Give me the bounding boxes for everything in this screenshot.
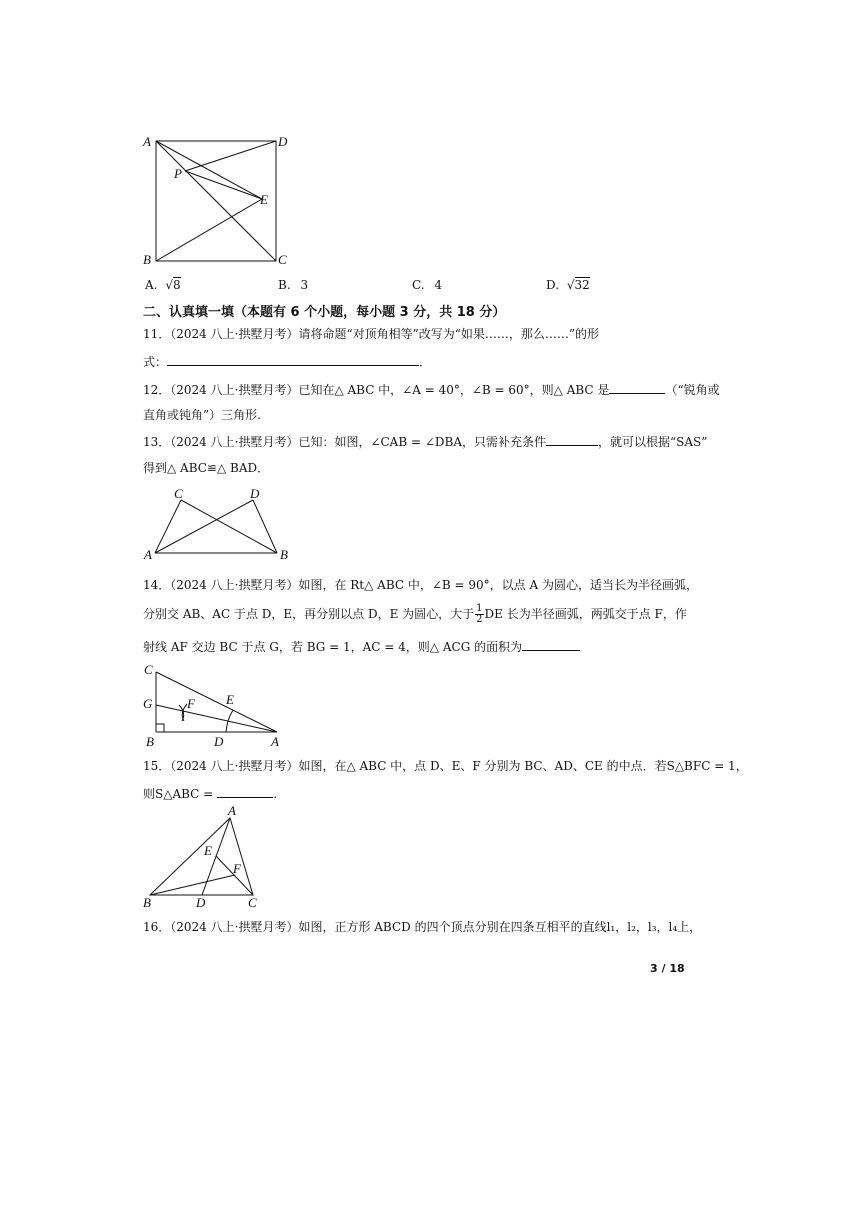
- fig15-label-f: F: [233, 861, 241, 876]
- fraction-denominator: 2: [476, 614, 483, 625]
- q16-line1: 16．（2024 八上·拱墅月考）如图，正方形 ABCD 的四个顶点分别在四条互相平的直线l₁，l₂，l₃，l₄上，: [143, 920, 702, 934]
- q11-answer-blank[interactable]: [167, 353, 419, 366]
- q13-line1: [143, 433, 707, 450]
- segment-bf: [150, 875, 235, 895]
- option-c-letter: C.: [412, 278, 425, 292]
- q14-prefix: 分别交 AB、AC 于点 D，E，再分别以点 D，E 为圆心，大于: [143, 607, 475, 621]
- q13-figure: [140, 485, 300, 565]
- q13-prefix: 13．（2024 八上·拱墅月考）已知：如图，∠CAB = ∠DBA，只需补充条件: [143, 435, 547, 449]
- segment-ae: [156, 141, 262, 199]
- q14-answer-blank[interactable]: [522, 638, 580, 651]
- q12-line2: 直角或钝角”）三角形.: [143, 408, 261, 422]
- fig-label-c: C: [278, 252, 287, 267]
- fig15-label-c: C: [248, 895, 257, 910]
- q15-line1: 15．（2024 八上·拱墅月考）如图，在△ ABC 中，点 D、E、F 分别为 BC、AD、CE 的中点．若S△BFC = 1，: [143, 759, 748, 773]
- q15-prefix: 则S△ABC =: [143, 787, 214, 801]
- fig15-label-b: B: [143, 895, 151, 910]
- segment-cb: [181, 500, 277, 553]
- option-d-letter: D.: [546, 278, 560, 292]
- segment-pe: [185, 171, 262, 199]
- option-b-value: 3: [300, 278, 309, 292]
- q15-suffix: .: [273, 787, 278, 801]
- segment-db: [253, 500, 277, 553]
- section-heading: 二、认真填一填（本题有 6 个小题，每小题 3 分，共 18 分）: [143, 305, 506, 320]
- q12-line1: [143, 381, 720, 398]
- q14-fraction: [475, 604, 483, 625]
- fig13-label-a: A: [144, 547, 152, 562]
- q12-prefix: 12．（2024 八上·拱墅月考）已知在△ ABC 中，∠A = 40°，∠B = 60°，则△ ABC 是: [143, 383, 610, 397]
- q13-answer-blank[interactable]: [546, 433, 598, 446]
- fig-label-d: D: [278, 134, 288, 149]
- option-a[interactable]: [145, 278, 181, 292]
- q14-line1: 14．（2024 八上·拱墅月考）如图，在 Rt△ ABC 中，∠B = 90°，以点 A 为圆心，适当长为半径画弧，: [143, 578, 698, 592]
- triangle-abc: [150, 818, 253, 895]
- q11-line2: [143, 353, 431, 370]
- fig15-label-d: D: [196, 895, 206, 910]
- option-a-value: 8: [172, 278, 181, 292]
- fig-label-p: P: [174, 166, 182, 181]
- segment-ad: [155, 500, 253, 553]
- fig14-label-e: E: [226, 692, 234, 707]
- segment-be: [156, 199, 262, 261]
- q14-figure: [140, 660, 290, 750]
- radical-sign: √: [165, 278, 173, 292]
- fig-label-a: A: [143, 134, 151, 149]
- q14-line3: [143, 638, 580, 655]
- fig14-label-c: C: [144, 662, 153, 677]
- q12-answer-blank[interactable]: [609, 381, 665, 394]
- q15-line2: [143, 785, 277, 802]
- q11-suffix: ．: [419, 355, 432, 369]
- q14-suffix: DE 长为半径画弧，两弧交于点 F，作: [484, 607, 687, 621]
- option-c-value: 4: [434, 278, 443, 292]
- fig-label-e: E: [260, 192, 268, 207]
- fig14-label-f: F: [187, 696, 195, 711]
- option-b-letter: B.: [278, 278, 291, 292]
- right-angle-mark: [156, 724, 164, 732]
- q11-prefix: 式：: [143, 355, 168, 369]
- option-c[interactable]: [412, 278, 442, 292]
- fig14-label-d: D: [214, 734, 224, 749]
- q13-suffix: ，就可以根据“SAS”: [598, 435, 708, 449]
- fig15-label-a: A: [228, 803, 236, 818]
- square-figure: [140, 130, 300, 270]
- option-b[interactable]: [278, 278, 308, 292]
- fig14-label-b: B: [146, 734, 154, 749]
- q15-answer-blank[interactable]: [217, 785, 273, 798]
- option-d-value: 32: [574, 278, 590, 292]
- q15-figure: [140, 803, 280, 913]
- fig13-label-b: B: [280, 547, 288, 562]
- fraction-numerator: 1: [476, 603, 483, 614]
- q13-line2: 得到△ ABC≌△ BAD．: [143, 461, 270, 475]
- segment-ca: [156, 672, 277, 732]
- q11-line1: 11．（2024 八上·拱墅月考）请将命题“对顶角相等”改写为“如果……，那么……”的形: [143, 327, 599, 341]
- page-number: 3 / 18: [650, 962, 685, 975]
- fig13-label-c: C: [174, 486, 183, 501]
- q14-line3-text: 射线 AF 交边 BC 于点 G，若 BG = 1，AC = 4，则△ ACG 的面积为: [143, 640, 523, 654]
- segment-ga: [156, 705, 277, 732]
- fig14-label-a: A: [271, 734, 279, 749]
- q14-line2: [143, 604, 687, 625]
- fig15-label-e: E: [204, 843, 212, 858]
- segment-pd: [185, 141, 276, 171]
- option-a-letter: A.: [145, 278, 158, 292]
- q12-suffix: （“锐角或: [665, 383, 720, 397]
- radical-sign: √: [566, 278, 575, 292]
- fig14-label-g: G: [143, 696, 153, 711]
- option-d[interactable]: [546, 278, 590, 292]
- fig-label-b: B: [143, 252, 151, 267]
- segment-ac: [155, 500, 181, 553]
- fig13-label-d: D: [250, 486, 260, 501]
